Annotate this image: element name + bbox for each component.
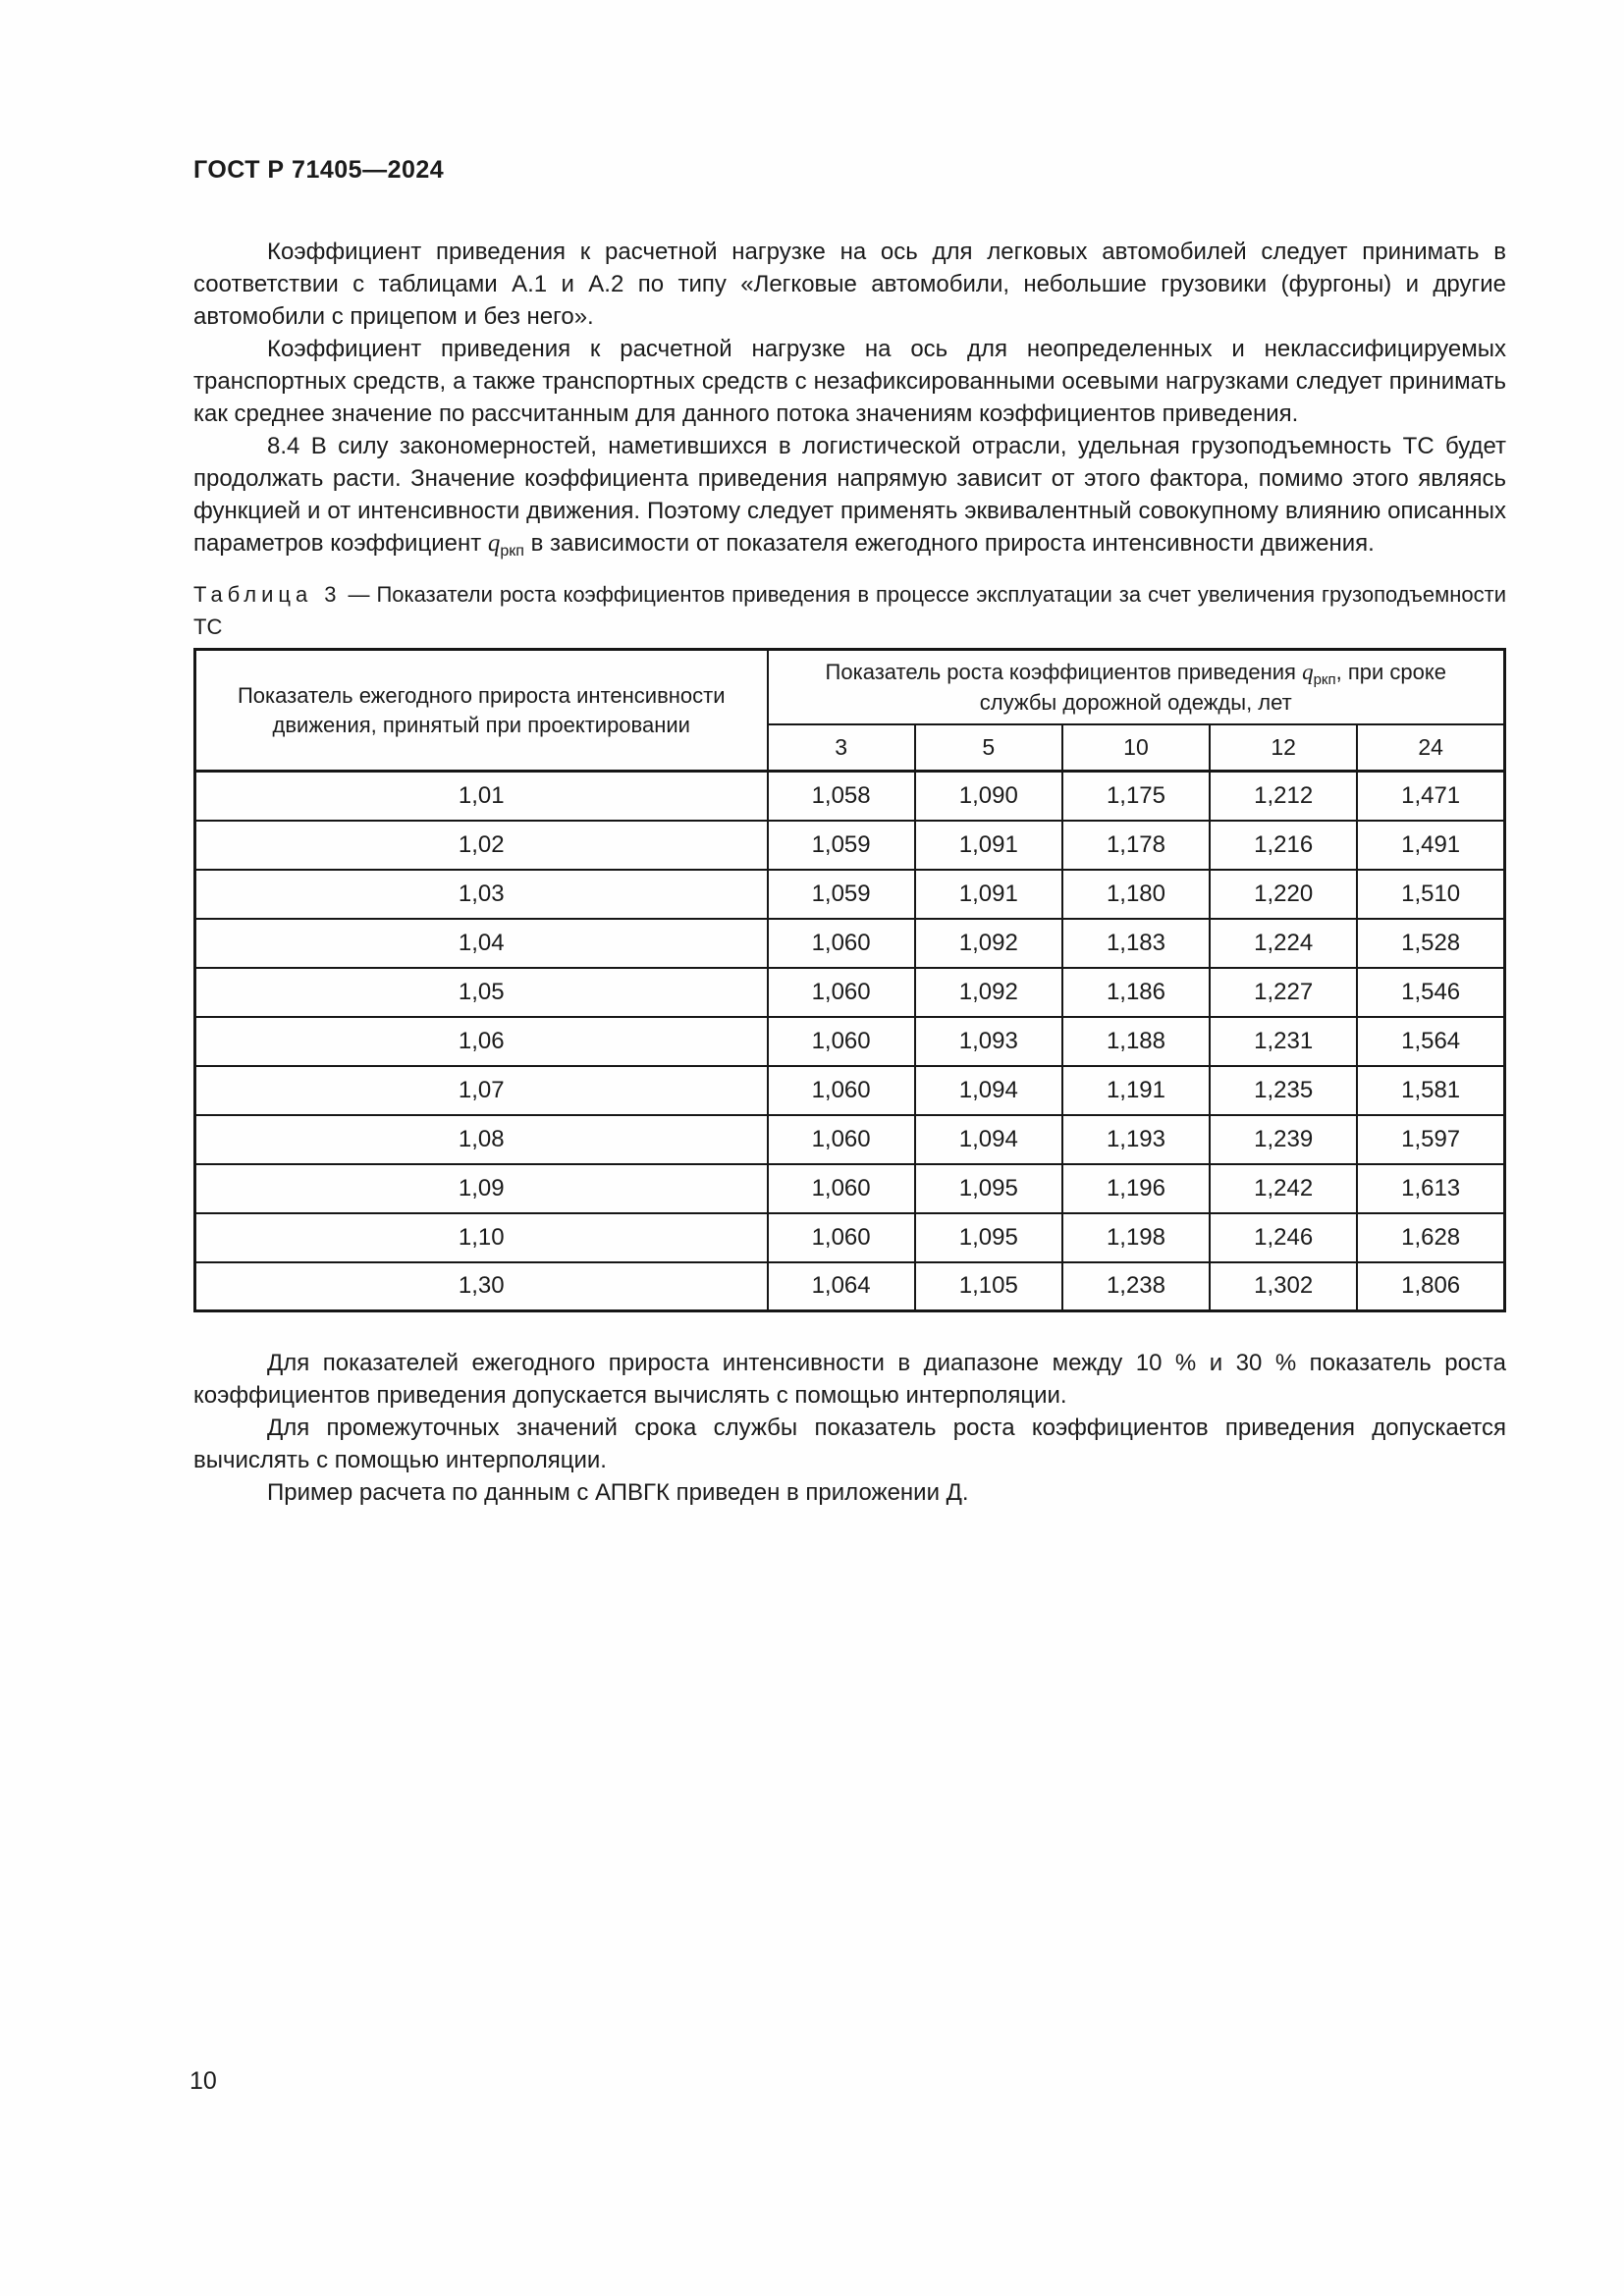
table-row [195,1213,1505,1262]
group-q-variable: q [1302,659,1314,684]
table-row [195,1262,1505,1311]
paragraph-example: Пример расчета по данным с АПВГК приведен в приложении Д. [267,1479,969,1506]
value-cell: 1,471 [1357,772,1504,821]
value-cell: 1,581 [1357,1066,1504,1115]
value-cell: 1,212 [1210,772,1357,821]
table-head [195,650,1505,772]
table-row [195,870,1505,919]
value-cell: 1,613 [1357,1164,1504,1213]
value-cell: 1,183 [1062,919,1210,968]
table-row [195,1115,1505,1164]
table-row [195,919,1505,968]
row-key-cell: 1,03 [195,870,768,919]
value-cell: 1,105 [915,1262,1062,1311]
row-key-cell: 1,10 [195,1213,768,1262]
value-cell: 1,059 [768,821,915,870]
value-cell: 1,302 [1210,1262,1357,1311]
value-cell: 1,059 [768,870,915,919]
value-cell: 1,528 [1357,919,1504,968]
value-cell: 1,231 [1210,1017,1357,1066]
value-cell: 1,235 [1210,1066,1357,1115]
value-cell: 1,060 [768,968,915,1017]
table-row [195,1164,1505,1213]
table-caption-label: Таблица 3 [193,582,342,607]
growth-coefficients-table [193,648,1506,1312]
value-cell: 1,628 [1357,1213,1504,1262]
value-cell: 1,198 [1062,1213,1210,1262]
table-row [195,772,1505,821]
row-key-cell: 1,09 [195,1164,768,1213]
value-cell: 1,064 [768,1262,915,1311]
value-cell: 1,058 [768,772,915,821]
value-cell: 1,491 [1357,821,1504,870]
value-cell: 1,094 [915,1115,1062,1164]
value-cell: 1,186 [1062,968,1210,1017]
row-key-cell: 1,07 [195,1066,768,1115]
row-key-cell: 1,05 [195,968,768,1017]
value-cell: 1,060 [768,1017,915,1066]
value-cell: 1,175 [1062,772,1210,821]
value-cell: 1,091 [915,870,1062,919]
year-column-10: 10 [1062,724,1210,772]
year-column-24: 24 [1357,724,1504,772]
value-cell: 1,092 [915,968,1062,1017]
row-key-cell: 1,30 [195,1262,768,1311]
value-cell: 1,191 [1062,1066,1210,1115]
value-cell: 1,060 [768,919,915,968]
paragraph-interpolation-range: Для показателей ежегодного прироста интенсивности в диапазоне между 10 % и 30 % показатель роста коэффициентов приведения допускается вычислять с помощью интерполяции. [193,1350,1506,1409]
paragraph-unclassified: Коэффициент приведения к расчетной нагрузке на ось для неопределенных и неклассифицируемых транспортных средств, а также транспортных средств с незафиксированными осевыми нагрузками следует принимать как среднее значение по рассчитанным для данного потока значениям коэффициентов приведения. [193,336,1506,427]
value-cell: 1,060 [768,1066,915,1115]
value-cell: 1,196 [1062,1164,1210,1213]
paragraph-cars: Коэффициент приведения к расчетной нагрузке на ось для легковых автомобилей следует принимать в соответствии с таблицами А.1 и А.2 по типу «Легковые автомобили, небольшие грузовики (фургоны) и другие автомобили с прицепом и без него». [193,239,1506,330]
table-header-row [195,650,1505,724]
year-column-5: 5 [915,724,1062,772]
value-cell: 1,092 [915,919,1062,968]
value-cell: 1,193 [1062,1115,1210,1164]
value-cell: 1,246 [1210,1213,1357,1262]
column-header-intensity: Показатель ежегодного прироста интенсивности движения, принятый при проектировании [195,650,768,772]
value-cell: 1,060 [768,1213,915,1262]
standard-code-header: ГОСТ Р 71405—2024 [193,156,445,184]
value-cell: 1,510 [1357,870,1504,919]
group-q-subscript: ркп [1313,670,1336,688]
value-cell: 1,095 [915,1164,1062,1213]
value-cell: 1,546 [1357,968,1504,1017]
table-caption-text: — Показатели роста коэффициентов приведения в процессе эксплуатации за счет увеличения грузоподъемности ТС [193,582,1506,639]
value-cell: 1,060 [768,1164,915,1213]
value-cell: 1,216 [1210,821,1357,870]
row-key-cell: 1,08 [195,1115,768,1164]
table-body [195,772,1505,1311]
table-row [195,1066,1505,1115]
row-key-cell: 1,04 [195,919,768,968]
row-key-cell: 1,01 [195,772,768,821]
q-subscript: ркп [500,543,524,560]
value-cell: 1,095 [915,1213,1062,1262]
value-cell: 1,178 [1062,821,1210,870]
table-caption [193,578,1506,643]
value-cell: 1,220 [1210,870,1357,919]
value-cell: 1,180 [1062,870,1210,919]
value-cell: 1,806 [1357,1262,1504,1311]
value-cell: 1,188 [1062,1017,1210,1066]
value-cell: 1,224 [1210,919,1357,968]
row-key-cell: 1,02 [195,821,768,870]
group-header-text-after: , при сроке службы дорожной одежды, лет [979,659,1446,715]
value-cell: 1,060 [768,1115,915,1164]
paragraph-8-4 [193,430,1506,560]
paragraph-8-4-text-after: в зависимости от показателя ежегодного прироста интенсивности движения. [523,530,1375,557]
value-cell: 1,564 [1357,1017,1504,1066]
table-row [195,968,1505,1017]
value-cell: 1,238 [1062,1262,1210,1311]
paragraph-8-4-text: 8.4 В силу закономерностей, наметившихся в логистической отрасли, удельная грузоподъемность ТС будет продолжать расти. Значение коэффициента приведения напрямую зависит от этого фактора, помимо этого являясь функцией и от интенсивности движения. Поэтому следует применять эквивалентный совокупному влиянию описанных параметров коэффициент [193,433,1506,557]
value-cell: 1,093 [915,1017,1062,1066]
table-row [195,1017,1505,1066]
value-cell: 1,090 [915,772,1062,821]
year-column-3: 3 [768,724,915,772]
value-cell: 1,094 [915,1066,1062,1115]
paragraph-interpolation-service-life: Для промежуточных значений срока службы показатель роста коэффициентов приведения допускается вычислять с помощью интерполяции. [193,1415,1506,1473]
value-cell: 1,242 [1210,1164,1357,1213]
value-cell: 1,597 [1357,1115,1504,1164]
value-cell: 1,227 [1210,968,1357,1017]
column-group-header [768,650,1505,724]
group-header-text: Показатель роста коэффициентов приведения [825,659,1303,684]
row-key-cell: 1,06 [195,1017,768,1066]
value-cell: 1,091 [915,821,1062,870]
page-number: 10 [189,2067,217,2095]
table-row [195,821,1505,870]
q-variable: q [487,530,501,557]
value-cell: 1,239 [1210,1115,1357,1164]
year-column-12: 12 [1210,724,1357,772]
